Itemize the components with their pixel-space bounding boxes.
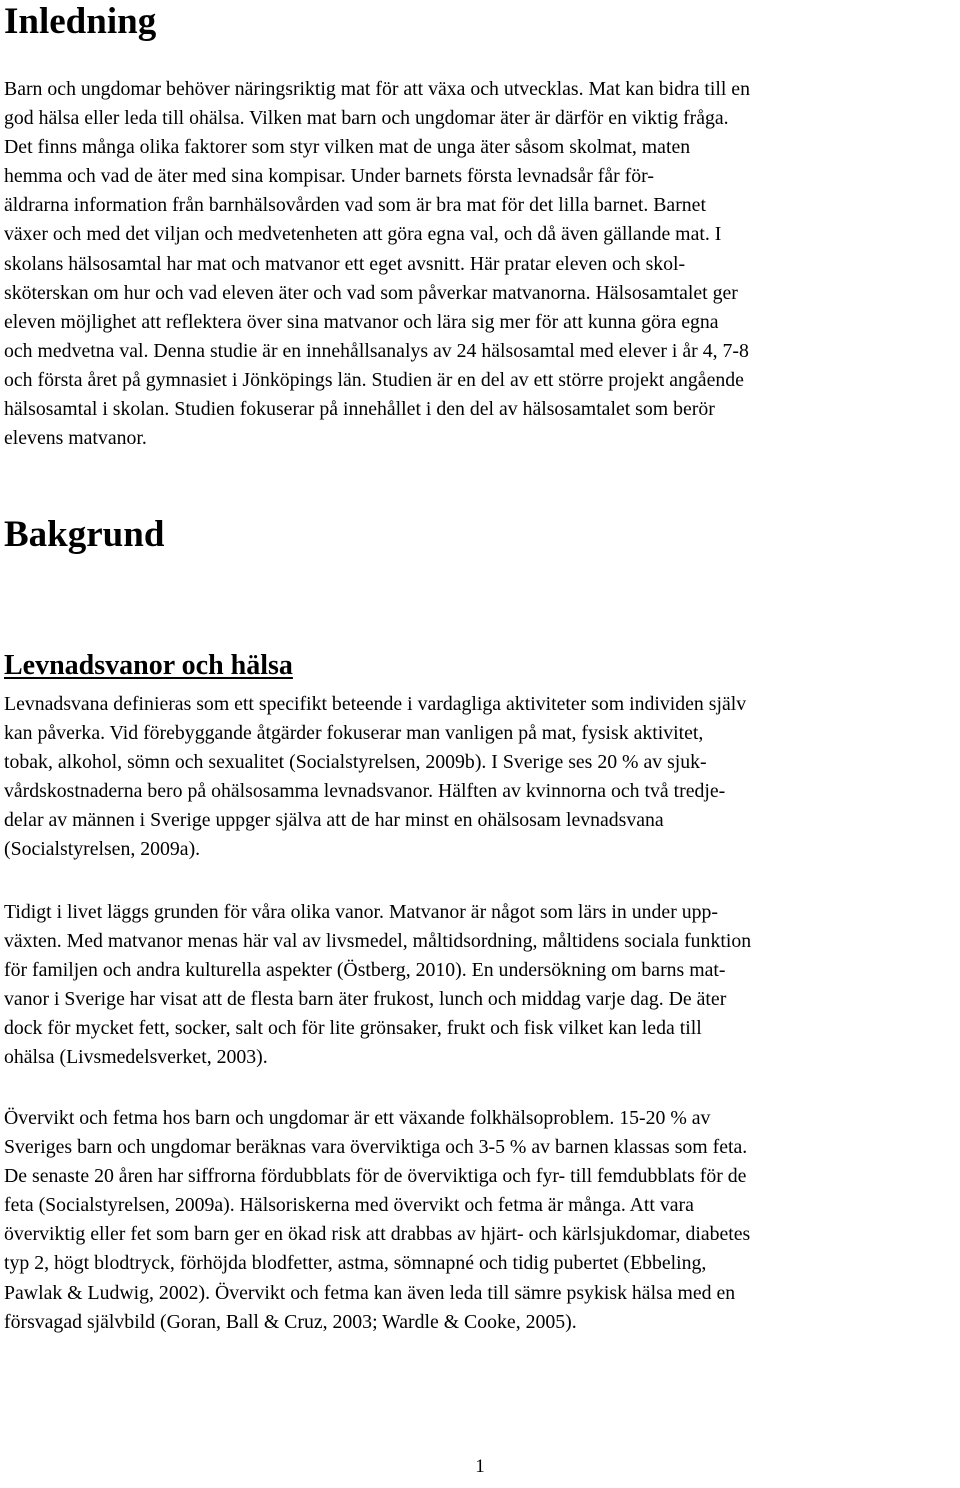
text-line: god hälsa eller leda till ohälsa. Vilken mat barn och ungdomar äter är därför en viktig fråga. [4, 107, 729, 130]
text-line: kan påverka. Vid förebyggande åtgärder fokuserar man vanligen på mat, fysisk aktivitet, [4, 722, 704, 745]
text-line: delar av männen i Sverige uppger själva att de har minst en ohälsosam levnadsvana [4, 809, 664, 832]
text-line: Det finns många olika faktorer som styr vilken mat de unga äter såsom skolmat, maten [4, 136, 691, 159]
text-line: hemma och vad de äter med sina kompisar. Under barnets första levnadsår får för- [4, 165, 654, 188]
text-line: vanor i Sverige har visat att de flesta barn äter frukost, lunch och middag varje dag. De äter [4, 988, 727, 1011]
text-line: Pawlak & Ludwig, 2002). Övervikt och fetma kan även leda till sämre psykisk hälsa med en [4, 1281, 736, 1304]
text-line: Sveriges barn och ungdomar beräknas vara överviktiga och 3-5 % av barnen klassas som feta. [4, 1136, 748, 1159]
text-line: Tidigt i livet läggs grunden för våra olika vanor. Matvanor är något som lärs in under upp- [4, 901, 718, 923]
text-line: överviktig eller fet som barn ger en ökad risk att drabbas av hjärt- och kärlsjukdomar, diabetes [4, 1223, 751, 1246]
text-line: De senaste 20 åren har siffrorna fördubblats för de överviktiga och fyr- till femdubblats för de [4, 1165, 747, 1188]
text-line: typ 2, högt blodtryck, förhöjda blodfetter, astma, sömnapné och tidig pubertet (Ebbeling, [4, 1252, 707, 1275]
paragraph-inledning [4, 75, 952, 453]
text-line: och medvetna val. Denna studie är en innehållsanalys av 24 hälsosamtal med elever i år 4, 7-8 [4, 339, 749, 362]
paragraph-tidigt [4, 898, 952, 1073]
text-line: försvagad självbild (Goran, Ball & Cruz, 2003; Wardle & Cooke, 2005). [4, 1310, 577, 1333]
text-line: sköterskan om hur och vad eleven äter och vad som påverkar matvanorna. Hälsosamtalet ger [4, 281, 738, 304]
heading-bakgrund: Bakgrund [4, 514, 165, 555]
text-line: (Socialstyrelsen, 2009a). [4, 838, 201, 861]
text-line: äldrarna information från barnhälsovården vad som är bra mat för det lilla barnet. Barnet [4, 194, 706, 217]
text-line: växten. Med matvanor menas här val av livsmedel, måltidsordning, måltidens sociala funktion [4, 930, 752, 953]
text-line: tobak, alkohol, sömn och sexualitet (Socialstyrelsen, 2009b). I Sverige ses 20 % av sjuk- [4, 751, 707, 774]
paragraph-levnadsvanor [4, 690, 952, 865]
text-line: ohälsa (Livsmedelsverket, 2003). [4, 1046, 268, 1069]
text-line: dock för mycket fett, socker, salt och för lite grönsaker, frukt och fisk vilket kan leda till [4, 1017, 702, 1040]
text-line: elevens matvanor. [4, 427, 147, 450]
heading-inledning: Inledning [4, 1, 157, 42]
text-line: feta (Socialstyrelsen, 2009a). Hälsoriskerna med övervikt och fetma är många. Att vara [4, 1194, 694, 1217]
page-number: 1 [475, 1456, 485, 1477]
text-line: hälsosamtal i skolan. Studien fokuserar på innehållet i den del av hälsosamtalet som berör [4, 398, 715, 421]
text-line: eleven möjlighet att reflektera över sina matvanor och lära sig mer för att kunna göra egna [4, 310, 719, 333]
paragraph-overvikt [4, 1104, 952, 1337]
text-line: Levnadsvana definieras som ett specifikt beteende i vardagliga aktiviteter som individen själv [4, 693, 747, 715]
text-line: för familjen och andra kulturella aspekter (Östberg, 2010). En undersökning om barns mat- [4, 959, 726, 982]
text-line: vårdskostnaderna bero på ohälsosamma levnadsvanor. Hälften av kvinnorna och två tredje- [4, 780, 726, 803]
heading-levnadsvanor: Levnadsvanor och hälsa [4, 650, 293, 681]
text-line: skolans hälsosamtal har mat och matvanor ett eget avsnitt. Här pratar eleven och skol- [4, 252, 686, 275]
text-line: Övervikt och fetma hos barn och ungdomar är ett växande folkhälsoproblem. 15-20 % av [4, 1107, 711, 1129]
text-line: och första året på gymnasiet i Jönköpings län. Studien är en del av ett större projekt angående [4, 368, 744, 391]
text-line: Barn och ungdomar behöver näringsriktig mat för att växa och utvecklas. Mat kan bidra till en [4, 78, 750, 100]
text-line: växer och med det viljan och medvetenheten att göra egna val, och då även gällande mat. I [4, 223, 722, 246]
